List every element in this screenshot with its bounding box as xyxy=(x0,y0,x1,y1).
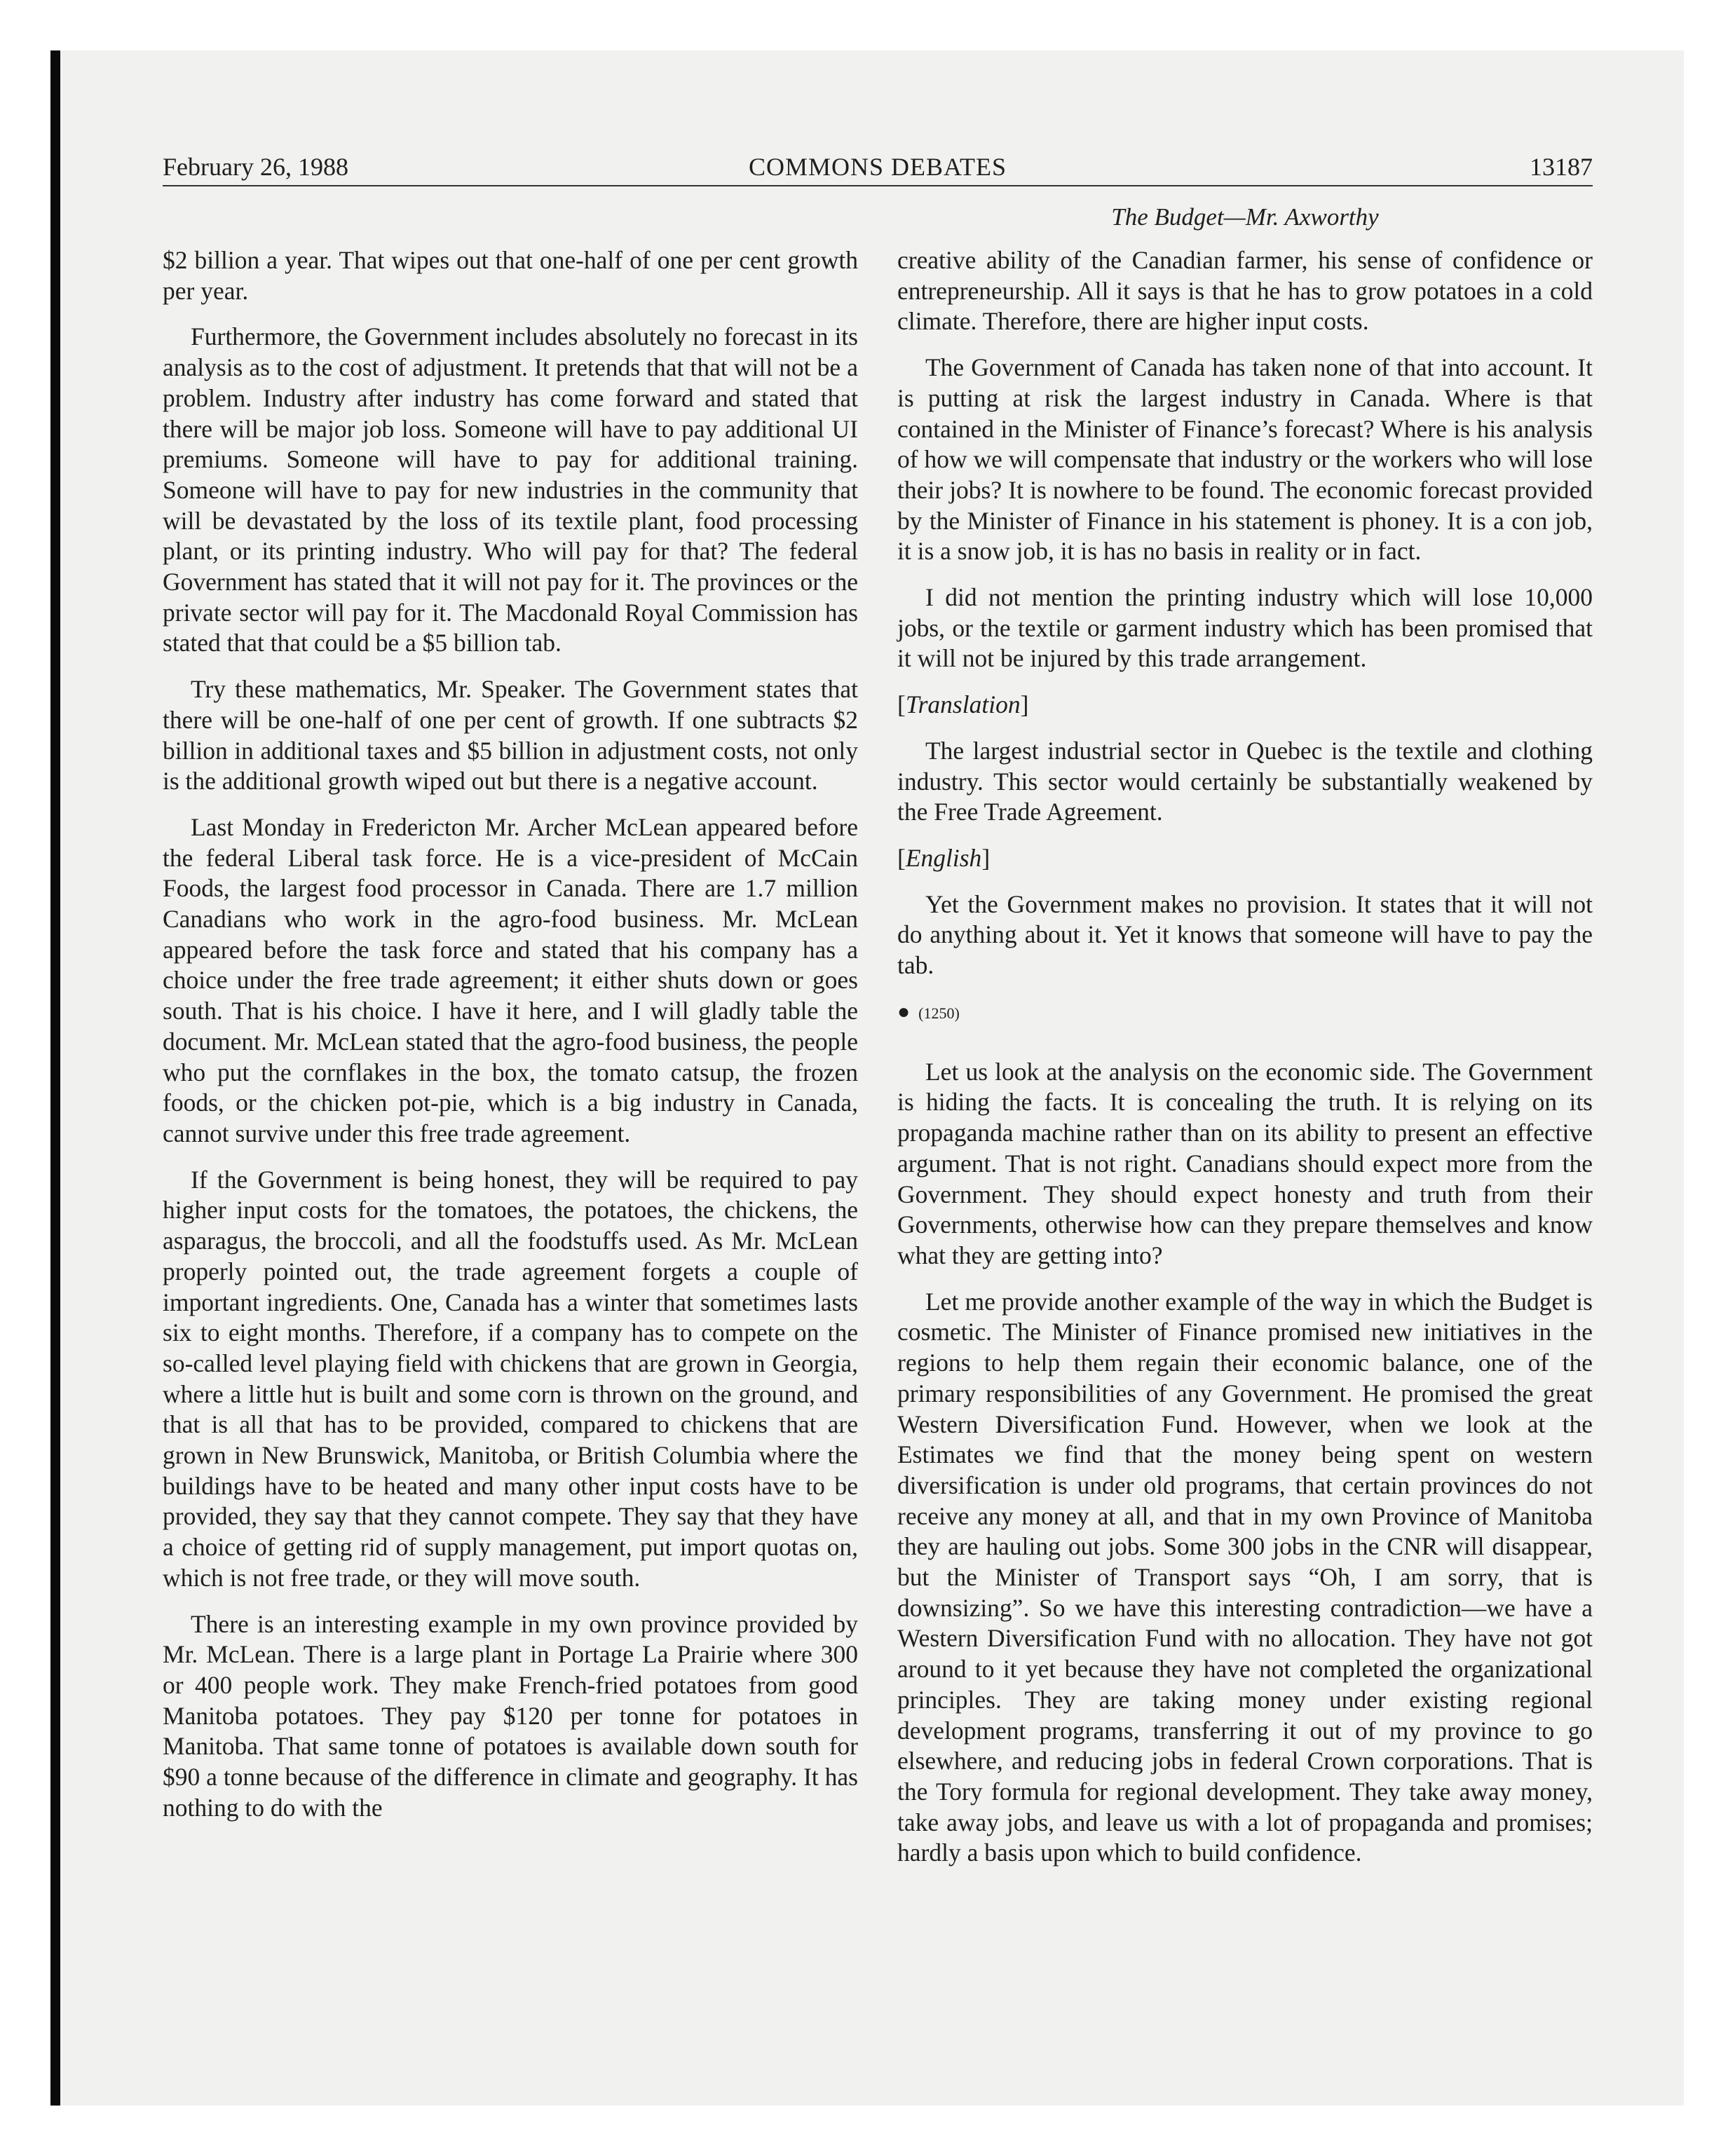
time-marker-label: (1250) xyxy=(918,1004,960,1022)
paragraph: Yet the Government makes no provision. It states that it will not do anything about it. Yet it knows that someone will have to pay the tab. xyxy=(897,889,1593,980)
language-label-english: [English] xyxy=(897,843,991,872)
time-marker xyxy=(897,997,1593,1029)
paragraph: Last Monday in Fredericton Mr. Archer McLean appeared before the federal Liberal task force. He is a vice-president of McCain Foods, the largest food processor in Canada. There are 1.7 million Canadians who work in the agro-food business. Mr. McLean appeared before the task force and stated that his company has a choice under the free trade agreement; it either shuts down or goes south. That is his choice. I have it here, and I will gladly table the document. Mr. McLean stated that the agro-food business, the people who put the cornflakes in the box, the tomato catsup, the frozen foods, or the chicken pot-pie, which is a big industry in Canada, cannot survive under this free trade agreement. xyxy=(163,812,858,1147)
paragraph: The Government of Canada has taken none of that into account. It is putting at risk the largest industry in Canada. Where is that contained in the Minister of Finance’s forecast? Where is his analysis of how we will compensate that industry or the workers who will lose their jobs? It is nowhere to be found. The economic forecast provided by the Minister of Finance in his statement is phoney. It is a con job, it is a snow job, it is has no basis in reality or in fact. xyxy=(897,353,1593,566)
header-date: February 26, 1988 xyxy=(163,153,348,181)
paragraph: If the Government is being honest, they will be required to pay higher input costs for the tomatoes, the potatoes, the chickens, the asparagus, the broccoli, and all the foodstuffs used. As Mr. McLean properly pointed out, the trade agreement forgets a couple of important ingredients. One, Canada has a winter that sometimes lasts six to eight months. Therefore, if a company has to compete on the so-called level playing field with chickens that are grown in Georgia, where a little hut is built and some corn is thrown on the ground, and that is all that has to be provided, compared to chickens that are grown in New Brunswick, Manitoba, or British Columbia where the buildings have to be heated and many other input costs have to be provided, they say that they cannot compete. They say that they have a choice of getting rid of supply management, put import quotas on, which is not free trade, or they will move south. xyxy=(163,1165,858,1592)
paragraph: creative ability of the Canadian farmer, his sense of confidence or entrepreneurship. All it says is that he has to grow potatoes in a cold climate. Therefore, there are higher input costs. xyxy=(897,246,1593,336)
paragraph: Let us look at the analysis on the economic side. The Government is hiding the facts. It is concealing the truth. It is relying on its propaganda machine rather than on its ability to present an effective argument. That is not right. Canadians should expect more from the Government. They should expect honesty and truth from their Governments, otherwise how can they prepare themselves and know what they are getting into? xyxy=(897,1057,1593,1269)
paragraph: Furthermore, the Government includes absolutely no forecast in its analysis as to the cost of adjustment. It pretends that that will not be a problem. Industry after industry has come forward and stated that there will be major job loss. Someone will have to pay additional UI premiums. Someone will have to pay for additional training. Someone will have to pay for new industries in the community that will be devastated by the loss of its textile plant, food processing plant, or its printing industry. Who will pay for that? The federal Government has stated that it will not pay for it. The provinces or the private sector will pay for it. The Macdonald Royal Commission has stated that that could be a $5 billion tab. xyxy=(163,322,858,657)
language-label-translation: [Translation] xyxy=(897,690,1029,719)
paragraph: There is an interesting example in my own province provided by Mr. McLean. There is a large plant in Portage La Prairie where 300 or 400 people work. They make French-fried potatoes from good Manitoba potatoes. They pay $120 per tonne for potatoes in Manitoba. That same tonne of potatoes is available down south for $90 a tonne because of the difference in climate and geography. It has nothing to do with the xyxy=(163,1609,858,1822)
header-page-number: 13187 xyxy=(1530,153,1593,181)
paragraph: $2 billion a year. That wipes out that one-half of one per cent growth per year. xyxy=(163,246,858,305)
right-column xyxy=(897,245,1593,1884)
page-header xyxy=(163,149,1593,186)
running-head: The Budget—Mr. Axworthy xyxy=(1111,203,1379,231)
binding-edge xyxy=(50,50,60,2106)
paragraph: The largest industrial sector in Quebec is the textile and clothing industry. This sector would certainly be substantially weakened by the Free Trade Agreement. xyxy=(897,736,1593,826)
paragraph: Let me provide another example of the way in which the Budget is cosmetic. The Minister of Finance promised new initiatives in the regions to help them regain their economic balance, one of the primary responsibilities of any Government. He promised the great Western Diversification Fund. However, when we look at the Estimates we find that the money being spent on western diversification is under old programs, that certain provinces do not receive any money at all, and that in my own Province of Manitoba they are hauling out jobs. Some 300 jobs in the CNR will disappear, but the Minister of Transport says “Oh, I am sorry, that is downsizing”. So we have this interesting contradiction—we have a Western Diversification Fund with no allocation. They have not got around to it yet because they have not completed the organizational principles. They are taking money under existing regional development programs, transferring it out of my province to go elsewhere, and reducing jobs in federal Crown corporations. That is the Tory formula for regional development. They take away money, take away jobs, and leave us with a lot of propaganda and promises; hardly a basis upon which to build confidence. xyxy=(897,1287,1593,1867)
left-column xyxy=(163,245,858,1838)
bullet-icon: ● xyxy=(897,999,911,1023)
header-publication: COMMONS DEBATES xyxy=(748,153,1007,181)
paragraph: I did not mention the printing industry which will lose 10,000 jobs, or the textile or garment industry which has been promised that it will not be injured by this trade arrangement. xyxy=(897,583,1593,673)
paragraph: Try these mathematics, Mr. Speaker. The Government states that there will be one-half of one per cent of growth. If one subtracts $2 billion in additional taxes and $5 billion in adjustment costs, not only is the additional growth wiped out but there is a negative account. xyxy=(163,675,858,796)
